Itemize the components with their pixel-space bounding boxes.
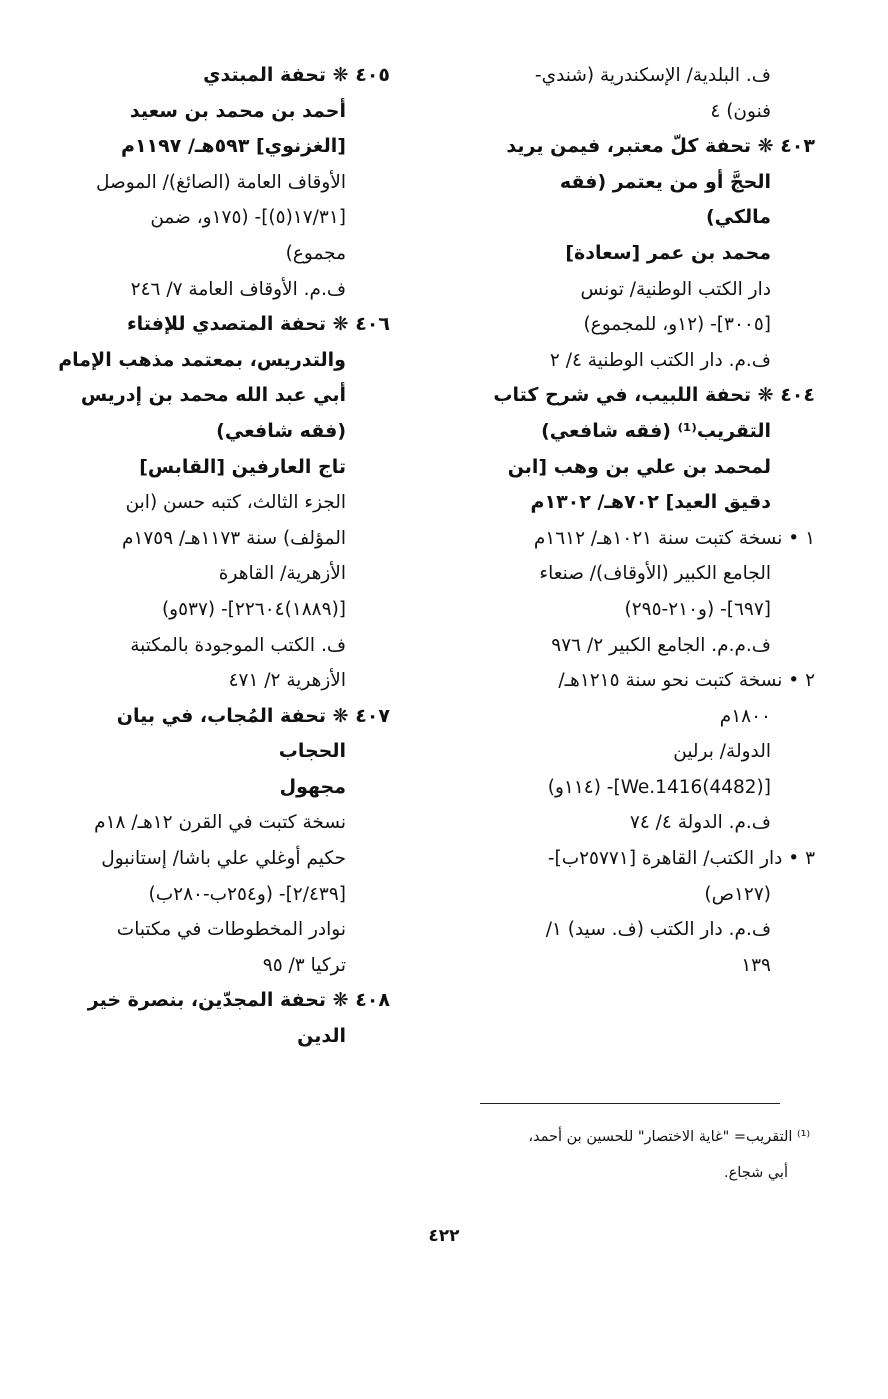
text-line: (١٢٧ص) (704, 883, 771, 905)
right-column (455, 58, 815, 983)
text-line: ف.م. دار الكتب (ف. سيد) ١/ (545, 919, 771, 941)
entry-heading: ٤٠٥ ❋ تحفة المبتدي (203, 64, 390, 86)
text-line: حكيم أوغلي علي باشا/ إستانبول (101, 848, 346, 870)
footnote-line: أبي شجاع. (724, 1165, 788, 1181)
entry-heading: مالكي) (706, 206, 771, 229)
text-line: ف.م.م. الجامع الكبير ٢/ ٩٧٦ (551, 634, 771, 656)
text-line: نوادر المخطوطات في مكتبات (116, 919, 346, 941)
text-line: [٦٩٧]- (و٢١٠-٢٩٥) (624, 598, 771, 620)
text-line: فنون) ٤ (710, 100, 771, 122)
text-line: ٣ • دار الكتب/ القاهرة [٢٥٧٧١ب]- (547, 848, 815, 870)
text-line: ١٨٠٠م (719, 705, 771, 727)
text-line: الأزهرية ٢/ ٤٧١ (228, 670, 346, 692)
text-line: دار الكتب الوطنية/ تونس (580, 278, 771, 300)
text-line: ١٣٩ (741, 954, 771, 976)
entry-heading: والتدريس، بمعتمد مذهب الإمام (58, 348, 346, 371)
text-line: الأزهرية/ القاهرة (218, 563, 346, 585)
entry-heading: ٤٠٨ ❋ تحفة المجدّين، بنصرة خير (87, 989, 390, 1012)
entry-heading: ٤٠٦ ❋ تحفة المتصدي للإفتاء (126, 313, 390, 336)
text-line: ف.م. الأوقاف العامة ٧/ ٢٤٦ (130, 278, 346, 300)
text-line: المؤلف) سنة ١١٧٣هـ/ ١٧٥٩م (121, 527, 346, 549)
entry-heading: الحجاب (278, 740, 346, 763)
text-line: ف. الكتب الموجودة بالمكتبة (130, 634, 346, 656)
text-line: الجامع الكبير (الأوقاف)/ صنعاء (539, 563, 771, 585)
entry-heading: ٤٠٧ ❋ تحفة المُجاب، في بيان (116, 704, 390, 727)
text-line: ف. البلدية/ الإسكندرية (شندي- (534, 65, 771, 86)
footnote-line: ⁽¹⁾ التقريب= "غاية الاختصار" للحسين بن أحمد، (528, 1129, 810, 1145)
text-line: مجموع) (285, 242, 346, 264)
text-line: ١ • نسخة كتبت سنة ١٠٢١هـ/ ١٦١٢م (533, 527, 815, 549)
text-line: [١٧/٣١(٥)]- (١٧٥و، ضمن (150, 207, 346, 229)
author-line: دقيق العيد] ٧٠٢هـ/ ١٣٠٢م (530, 491, 771, 514)
entry-heading: ٤٠٤ ❋ تحفة اللبيب، في شرح كتاب (493, 384, 815, 407)
entry-heading: ٤٠٣ ❋ تحفة كلّ معتبر، فيمن يريد (506, 135, 815, 158)
footnote-divider (480, 1103, 780, 1104)
author-line: مجهول (279, 775, 346, 798)
text-line: نسخة كتبت في القرن ١٢هـ/ ١٨م (94, 812, 346, 834)
text-line: الدولة/ برلين (673, 741, 771, 763)
author-line: تاج العارفين [القابس] (139, 455, 346, 478)
entry-heading: التقريب⁽¹⁾ (فقه شافعي) (541, 419, 771, 442)
author-line: أحمد بن محمد بن سعيد (129, 99, 346, 122)
author-line: لمحمد بن علي بن وهب [ابن (507, 455, 771, 478)
text-line: [We.1416(4482)]- (١١٤و) (547, 776, 771, 798)
text-line: ٢ • نسخة كتبت نحو سنة ١٢١٥هـ/ (558, 670, 815, 692)
text-line: ف.م. الدولة ٤/ ٧٤ (629, 812, 771, 834)
text-line: تركيا ٣/ ٩٥ (262, 954, 346, 976)
text-line: [(١٨٨٩)٢٢٦٠٤]- (٥٣٧و) (161, 598, 346, 620)
text-line: [٢/٤٣٩]- (و٢٥٤ب-٢٨٠ب) (148, 883, 346, 905)
text-line: [٣٠٠٥]- (١٢و، للمجموع) (583, 314, 771, 336)
page-number: ٤٢٢ (428, 1226, 460, 1246)
entry-heading: أبي عبد الله محمد بن إدريس (80, 384, 346, 407)
entry-heading: (فقه شافعي) (216, 419, 346, 442)
left-column (30, 58, 390, 1055)
text-line: ف.م. دار الكتب الوطنية ٤/ ٢ (549, 349, 771, 371)
entry-heading: الدين (297, 1025, 346, 1048)
author-line: محمد بن عمر [سعادة] (565, 241, 771, 264)
text-line: الأوقاف العامة (الصائغ)/ الموصل (96, 171, 346, 193)
author-line: [الغزنوي] ٥٩٣هـ/ ١١٩٧م (121, 135, 346, 158)
text-line: الجزء الثالث، كتبه حسن (ابن (125, 492, 346, 514)
entry-heading: الحجَّ أو من يعتمر (فقه (559, 170, 771, 193)
